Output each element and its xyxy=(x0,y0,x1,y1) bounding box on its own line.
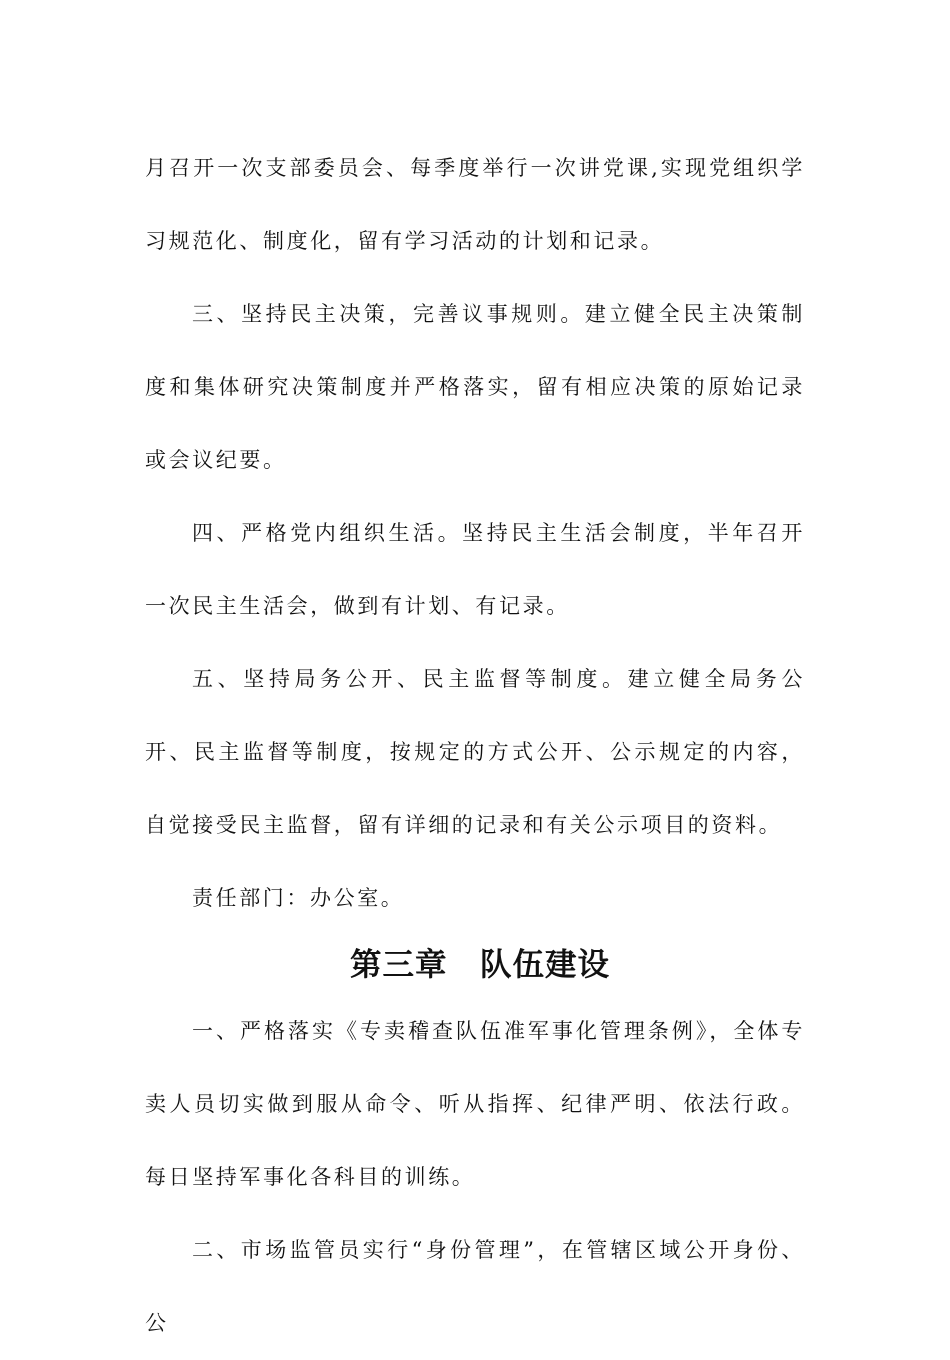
paragraph-public-affairs: 五、坚持局务公开、民主监督等制度。建立健全局务公开、民主监督等制度，按规定的方式公开、公示规定的内容，自觉接受民主监督，留有详细的记录和有关公示项目的资料。 xyxy=(145,667,805,837)
paragraph-team-discipline: 一、严格落实《专卖稽查队伍准军事化管理条例》，全体专卖人员切实做到服从命令、听从指挥、纪律严明、依法行政。每日坚持军事化各科目的训练。 xyxy=(145,1019,805,1189)
document-body xyxy=(145,132,805,1360)
paragraph-party-life: 四、严格党内组织生活。坚持民主生活会制度，半年召开一次民主生活会，做到有计划、有记录。 xyxy=(145,521,805,618)
paragraph-meeting-schedule: 月召开一次支部委员会、每季度举行一次讲党课,实现党组织学习规范化、制度化，留有学习活动的计划和记录。 xyxy=(145,156,805,253)
chapter-heading: 第三章 队伍建设 xyxy=(349,946,610,983)
paragraph-responsible-dept: 责任部门：办公室。 xyxy=(192,886,405,910)
paragraph-democratic-decision: 三、坚持民主决策，完善议事规则。建立健全民主决策制度和集体研究决策制度并严格落实，留有相应决策的原始记录或会议纪要。 xyxy=(145,302,805,472)
paragraph-identity-management: 二、市场监管员实行“身份管理”，在管辖区域公开身份、公 xyxy=(145,1238,805,1335)
